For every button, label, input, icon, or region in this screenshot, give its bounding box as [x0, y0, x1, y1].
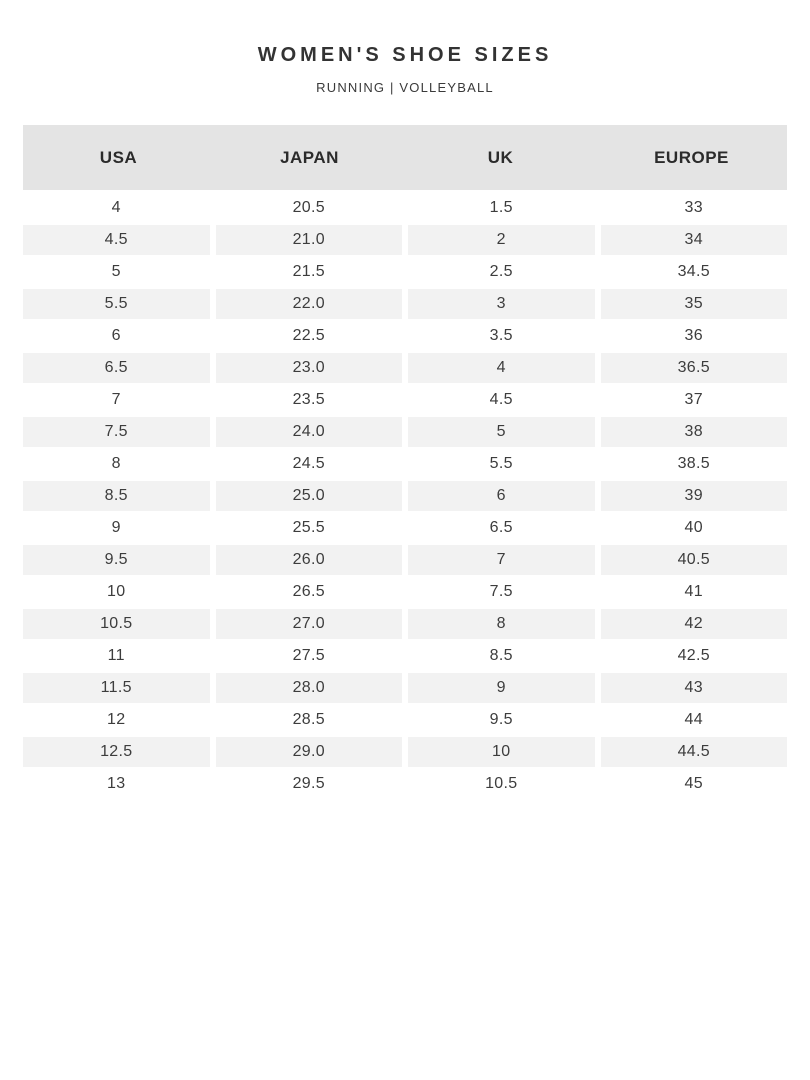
table-cell: 44: [601, 705, 788, 735]
table-cell: 9: [408, 673, 595, 703]
table-row: [23, 577, 787, 607]
table-cell: 13: [23, 769, 210, 799]
table-cell: 40.5: [601, 545, 788, 575]
table-row: [23, 289, 787, 319]
table-row: [23, 769, 787, 799]
table-cell: 3: [408, 289, 595, 319]
table-cell: 42.5: [601, 641, 788, 671]
table-cell: 37: [601, 385, 788, 415]
table-cell: 42: [601, 609, 788, 639]
table-cell: 4.5: [408, 385, 595, 415]
table-cell: 8: [408, 609, 595, 639]
table-cell: 7.5: [408, 577, 595, 607]
table-cell: 1.5: [408, 193, 595, 223]
table-body: [23, 193, 787, 799]
table-cell: 5: [408, 417, 595, 447]
table-cell: 9.5: [408, 705, 595, 735]
table-cell: 39: [601, 481, 788, 511]
table-cell: 10: [23, 577, 210, 607]
table-cell: 40: [601, 513, 788, 543]
table-cell: 6.5: [408, 513, 595, 543]
table-row: [23, 545, 787, 575]
table-row: [23, 481, 787, 511]
table-row: [23, 641, 787, 671]
table-header-row: [23, 125, 787, 190]
table-cell: 27.5: [216, 641, 403, 671]
table-cell: 34: [601, 225, 788, 255]
table-cell: 29.0: [216, 737, 403, 767]
table-row: [23, 225, 787, 255]
table-cell: 34.5: [601, 257, 788, 287]
table-cell: 6: [408, 481, 595, 511]
table-cell: 10.5: [408, 769, 595, 799]
column-header-uk: UK: [487, 147, 514, 167]
table-cell: 23.5: [216, 385, 403, 415]
table-cell: 36: [601, 321, 788, 351]
table-cell: 24.5: [216, 449, 403, 479]
column-header-usa: USA: [99, 147, 138, 167]
table-cell: 7.5: [23, 417, 210, 447]
table-cell: 25.5: [216, 513, 403, 543]
table-row: [23, 257, 787, 287]
table-cell: 20.5: [216, 193, 403, 223]
table-cell: 2.5: [408, 257, 595, 287]
table-cell: 9.5: [23, 545, 210, 575]
table-cell: 5.5: [23, 289, 210, 319]
table-row: [23, 705, 787, 735]
table-cell: 26.5: [216, 577, 403, 607]
table-cell: 26.0: [216, 545, 403, 575]
table-row: [23, 353, 787, 383]
table-cell: 44.5: [601, 737, 788, 767]
table-row: [23, 385, 787, 415]
table-row: [23, 673, 787, 703]
table-cell: 28.0: [216, 673, 403, 703]
table-cell: 2: [408, 225, 595, 255]
table-cell: 43: [601, 673, 788, 703]
table-cell: 7: [23, 385, 210, 415]
table-cell: 35: [601, 289, 788, 319]
table-cell: 27.0: [216, 609, 403, 639]
table-row: [23, 321, 787, 351]
size-conversion-table: [23, 125, 787, 799]
table-cell: 6: [23, 321, 210, 351]
table-cell: 8: [23, 449, 210, 479]
table-cell: 21.5: [216, 257, 403, 287]
table-cell: 7: [408, 545, 595, 575]
table-cell: 9: [23, 513, 210, 543]
table-cell: 41: [601, 577, 788, 607]
table-cell: 4: [408, 353, 595, 383]
table-cell: 38.5: [601, 449, 788, 479]
table-cell: 21.0: [216, 225, 403, 255]
table-cell: 5: [23, 257, 210, 287]
table-cell: 6.5: [23, 353, 210, 383]
table-row: [23, 513, 787, 543]
table-cell: 11.5: [23, 673, 210, 703]
table-cell: 12: [23, 705, 210, 735]
table-cell: 3.5: [408, 321, 595, 351]
table-cell: 29.5: [216, 769, 403, 799]
page-title: WOMEN'S SHOE SIZES: [257, 44, 553, 66]
table-cell: 22.0: [216, 289, 403, 319]
table-cell: 5.5: [408, 449, 595, 479]
table-row: [23, 737, 787, 767]
table-cell: 8.5: [408, 641, 595, 671]
table-cell: 10: [408, 737, 595, 767]
table-cell: 45: [601, 769, 788, 799]
table-cell: 33: [601, 193, 788, 223]
table-cell: 23.0: [216, 353, 403, 383]
table-cell: 4: [23, 193, 210, 223]
page-subtitle: RUNNING | VOLLEYBALL: [316, 80, 494, 95]
table-cell: 22.5: [216, 321, 403, 351]
table-cell: 25.0: [216, 481, 403, 511]
table-cell: 36.5: [601, 353, 788, 383]
table-cell: 24.0: [216, 417, 403, 447]
table-cell: 28.5: [216, 705, 403, 735]
table-cell: 38: [601, 417, 788, 447]
table-cell: 12.5: [23, 737, 210, 767]
table-cell: 10.5: [23, 609, 210, 639]
table-row: [23, 609, 787, 639]
column-header-japan: JAPAN: [280, 147, 339, 167]
table-row: [23, 193, 787, 223]
table-row: [23, 449, 787, 479]
table-cell: 4.5: [23, 225, 210, 255]
table-cell: 11: [23, 641, 210, 671]
table-row: [23, 417, 787, 447]
table-cell: 8.5: [23, 481, 210, 511]
column-header-europe: EUROPE: [654, 147, 729, 167]
